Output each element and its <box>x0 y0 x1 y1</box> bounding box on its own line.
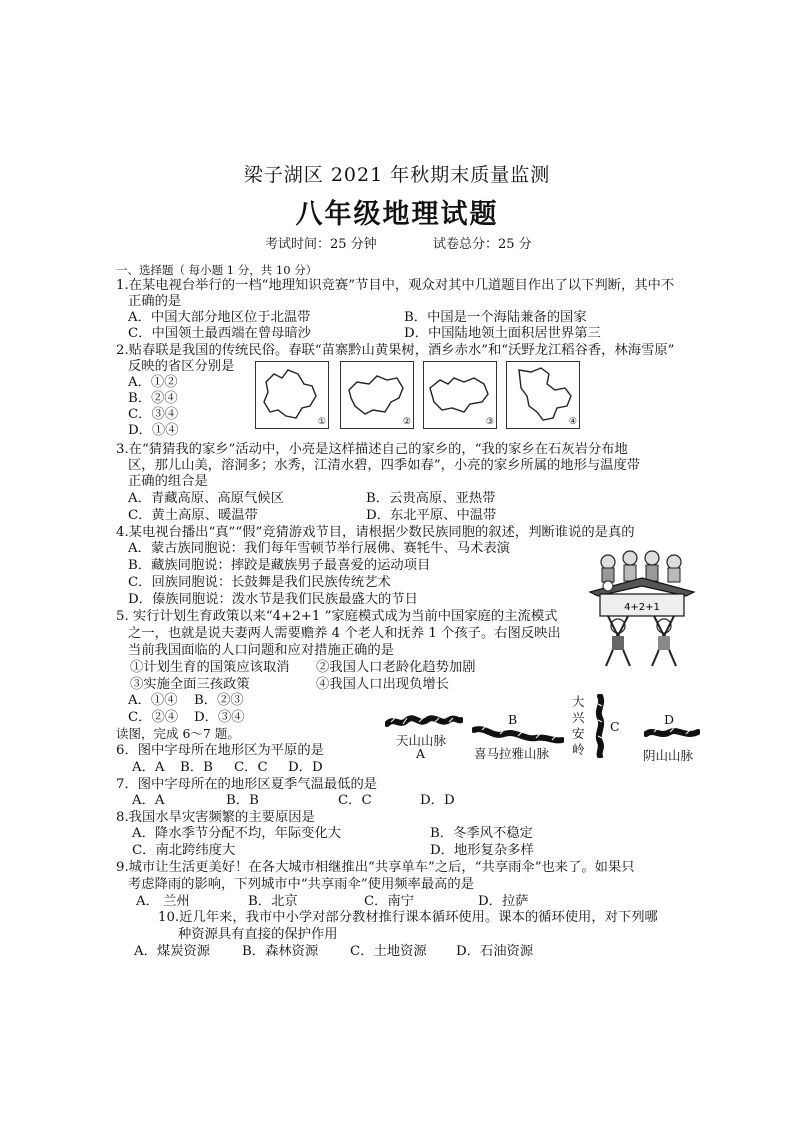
q1-option-a: A．中国大部分地区位于北温带 <box>128 310 311 325</box>
q3-option-d: D．东北平原、中温带 <box>366 508 497 523</box>
mountain-c-letter: C <box>610 719 620 734</box>
q5-stem-end: 当前我国面临的人口问题和应对措施正确的是 <box>128 643 394 658</box>
q2-option-d: D．①④ <box>128 423 179 438</box>
q4-stem: 4.某电视台播出“真”“假”竞猜游戏节目，请根据少数民族同胞的叙述，判断谁说的是真的 <box>116 525 635 540</box>
q6-stem: 6．图中字母所在地形区为平原的是 <box>116 743 324 758</box>
mountain-c-char: 岭 <box>572 742 585 757</box>
section-heading: 一、选择题（ 每小题 1 分，共 10 分） <box>116 263 318 277</box>
province-map-2 <box>340 361 414 429</box>
q4-option-a: A．蒙古族同胞说：我们每年雪顿节举行展佛、赛牦牛、马术表演 <box>128 541 510 556</box>
mountain-b-name: 喜马拉雅山脉 <box>474 746 550 761</box>
q3-option-b: B．云贵高原、亚热带 <box>366 491 496 506</box>
q10-option-a: A．煤炭资源 <box>134 944 211 959</box>
q8-option-b: B．冬季风不稳定 <box>430 826 533 841</box>
q4-option-b: B．藏族同胞说：摔跤是藏族男子最喜爱的运动项目 <box>128 558 431 573</box>
q5-statement-3: ③实施全面三孩政策 <box>130 677 250 692</box>
q3-option-a: A．青藏高原、高原气候区 <box>128 491 284 506</box>
province-map-1 <box>255 361 329 429</box>
q7-option-d: D．D <box>420 793 455 808</box>
q10-option-b: B．森林资源 <box>242 944 319 959</box>
q2-stem-cont: 反映的省区分别是 <box>128 359 235 374</box>
mountain-c-char: 兴 <box>572 710 585 725</box>
q8-option-a: A．降水季节分配不均，年际变化大 <box>132 826 342 841</box>
q6-option-a: A．A <box>132 760 165 775</box>
q2-option-b: B．②④ <box>128 391 178 406</box>
q7-option-a: A．A <box>132 793 165 808</box>
q5-option-b: B．②③ <box>194 693 244 708</box>
exam-meta <box>265 233 532 252</box>
q1-stem: 1.在某电视台举行的一档“地理知识竞赛”节目中，观众对其中几道题目作出了以下判断，其中不 <box>116 278 675 293</box>
q5-statement-1: ①计划生育的国策应该取消 <box>130 660 290 675</box>
mountain-c-name <box>572 694 588 758</box>
q8-option-c: C．南北跨纬度大 <box>132 843 236 858</box>
q6-option-d: D．D <box>288 760 323 775</box>
q8-option-d: D．地形复杂多样 <box>430 843 534 858</box>
q4-option-c: C．回族同胞说：长鼓舞是我们民族传统艺术 <box>128 575 391 590</box>
q5-stem-cont: 之一，也就是说夫妻两人需要赡养 4 个老人和抚养 1 个孩子。右图反映出 <box>128 626 561 641</box>
q1-option-c: C．中国领土最西端在曾母暗沙 <box>128 326 312 341</box>
q10-stem: 10.近几年来，我市中小学对部分教材推行课本循环使用。课本的循环使用，对下列哪 <box>158 910 658 925</box>
q3-option-c: C．黄土高原、暖温带 <box>128 508 258 523</box>
mountain-a-letter: A <box>416 746 426 761</box>
mountain-c-symbol <box>592 694 608 758</box>
q5-option-a: A．①④ <box>128 693 178 708</box>
total-score: 试卷总分：25 分 <box>432 237 532 252</box>
q3-stem-cont: 区，那儿山美，溶洞多；水秀，江清水碧，四季如春”，小亮的家乡所属的地形与温度带 <box>128 458 641 473</box>
q9-option-d: D．拉萨 <box>478 894 529 909</box>
map-number: ③ <box>485 417 494 427</box>
q5-option-d: D．③④ <box>194 710 245 725</box>
map-number: ① <box>317 417 326 427</box>
q10-option-c: C．土地资源 <box>350 944 427 959</box>
exam-header-title: 梁子湖区 2021 年秋期末质量监测 <box>243 164 551 186</box>
mountain-b-letter: B <box>508 712 518 727</box>
q3-stem-end: 正确的组合是 <box>128 474 208 489</box>
exam-time: 考试时间：25 分钟 <box>265 237 377 252</box>
q9-stem: 9.城市让生活更美好！在各大城市相继推出“共享单车”之后，“共享雨伞”也来了。如果只 <box>116 860 635 875</box>
q2-stem: 2.贴春联是我国的传统民俗。春联“苗寨黔山黄果树，酒乡赤水”和“沃野龙江稻谷香，林海雪原” <box>116 343 675 358</box>
mountain-d-symbol <box>644 724 700 742</box>
map-number: ② <box>402 417 411 427</box>
q10-option-d: D．石油资源 <box>456 944 534 959</box>
province-map-4 <box>506 361 580 429</box>
q5-option-c: C．②④ <box>128 710 179 725</box>
q2-option-c: C．③④ <box>128 407 179 422</box>
q3-stem: 3.在“猜猜我的家乡”活动中，小亮是这样描述自己的家乡的，“我的家乡在石灰岩分布地 <box>116 442 628 457</box>
mountain-a-symbol <box>385 710 463 732</box>
q2-option-a: A．①② <box>128 375 178 390</box>
mountain-d-letter: D <box>664 712 675 727</box>
mountain-b-symbol <box>472 722 564 746</box>
house-label: 4+2+1 <box>624 602 660 613</box>
mountain-a-name: 天山山脉 <box>396 733 447 748</box>
exam-subject-title: 八年级地理试题 <box>295 199 499 230</box>
q1-stem-cont: 正确的是 <box>128 294 182 309</box>
province-map-3 <box>423 361 497 429</box>
map-number: ④ <box>568 417 577 427</box>
q9-option-a: A． 兰州 <box>136 894 190 909</box>
q4-option-d: D．傣族同胞说：泼水节是我们民族最盛大的节日 <box>128 592 418 607</box>
q7-option-c: C．C <box>338 793 372 808</box>
mountain-c-char: 安 <box>572 726 585 741</box>
mountain-d-name: 阴山山脉 <box>643 748 694 763</box>
q6-option-c: C．C <box>234 760 268 775</box>
q8-stem: 8.我国水旱灾害频繁的主要原因是 <box>116 810 315 825</box>
q9-option-b: B．北京 <box>248 894 298 909</box>
q5-stem: 5. 实行计划生育政策以来“4+2+1 ”家庭模式成为当前中国家庭的主流模式 <box>116 609 558 624</box>
q10-stem-cont: 种资源具有直接的保护作用 <box>178 927 338 942</box>
q9-stem-cont: 考虑降雨的影响，下列城市中“共享雨伞”使用频率最高的是 <box>128 877 475 892</box>
q7-option-b: B．B <box>226 793 259 808</box>
q9-option-c: C．南宁 <box>364 894 415 909</box>
q1-option-b: B．中国是一个海陆兼备的国家 <box>404 310 587 325</box>
q5-statement-4: ④我国人口出现负增长 <box>316 677 449 692</box>
q5-statement-2: ②我国人口老龄化趋势加剧 <box>316 660 476 675</box>
q6-option-b: B．B <box>180 760 213 775</box>
q1-option-d: D．中国陆地领土面积居世界第三 <box>404 326 601 341</box>
read-figure-instruction: 读图，完成 6～7 题。 <box>116 726 240 741</box>
q7-stem: 7．图中字母所在的地形区夏季气温最低的是 <box>116 777 378 792</box>
mountain-c-char: 大 <box>572 694 585 709</box>
family-burden-cartoon <box>586 548 698 670</box>
